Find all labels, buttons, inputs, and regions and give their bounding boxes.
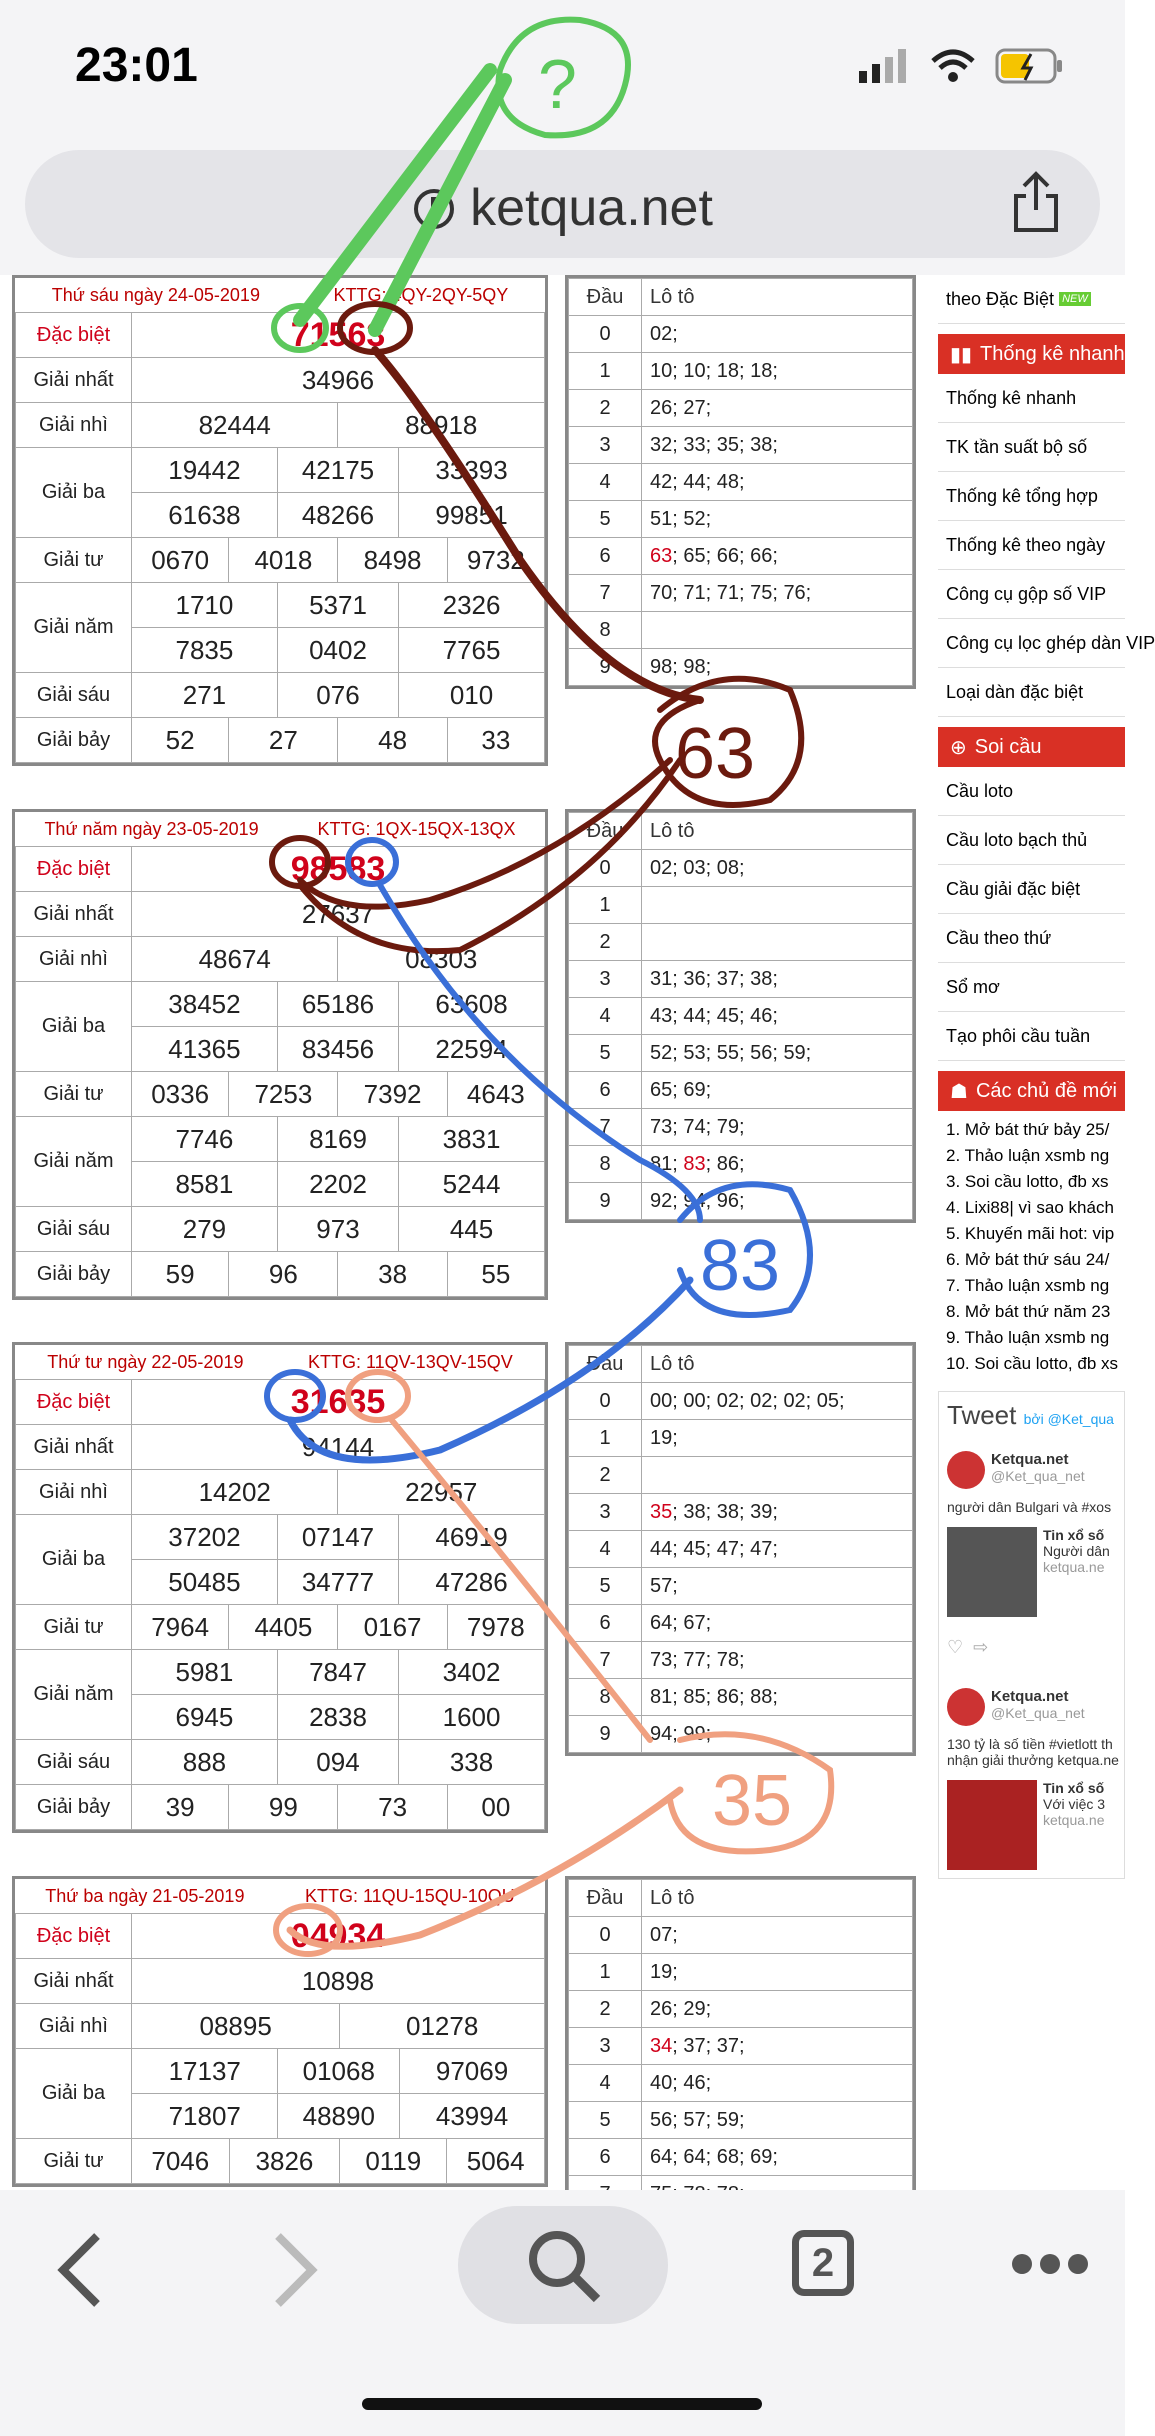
loto-head-digit: 6	[569, 1072, 642, 1109]
prize-value: 7835	[132, 628, 278, 673]
prize-value: 39	[132, 1785, 229, 1830]
prize-label: Giải sáu	[16, 1740, 132, 1785]
prize-value: 38452	[132, 982, 278, 1027]
result-date[interactable]: Thứ ba ngày 21-05-2019	[45, 1885, 245, 1906]
loto-values: 44; 45; 47; 47;	[642, 1531, 913, 1568]
loto-head-digit: 3	[569, 427, 642, 464]
like-icon[interactable]: ♡	[947, 1637, 964, 1657]
prize-value: 37202	[132, 1515, 278, 1560]
tweet-title: Tweet	[947, 1400, 1017, 1430]
result-kttg: KTTG: 4QY-2QY-5QY	[333, 284, 509, 305]
prize-value: 42175	[277, 448, 398, 493]
blue-line-83	[380, 885, 700, 1220]
prize-value: 3402	[399, 1650, 545, 1695]
forward-icon[interactable]	[270, 2230, 320, 2310]
loto-values: 35; 38; 38; 39;	[642, 1494, 913, 1531]
annotation-83: 83	[700, 1226, 781, 1306]
annotation-63: 63	[675, 714, 756, 794]
prize-value: 7746	[132, 1117, 278, 1162]
sidebar-link[interactable]: Cầu loto bạch thủ	[938, 816, 1125, 865]
prize-label: Giải năm	[16, 1117, 132, 1207]
loto-values: 81; 83; 86;	[642, 1146, 913, 1183]
prize-value: 5981	[132, 1650, 278, 1695]
prize-label: Giải nhất	[16, 358, 132, 403]
loto-head-digit: 4	[569, 464, 642, 501]
prize-value: 0670	[132, 538, 229, 583]
sidebar-link[interactable]: Công cụ lọc ghép dàn VIP	[938, 619, 1125, 668]
loto-values: 57;	[642, 1568, 913, 1605]
sidebar-link[interactable]: Thống kê tổng hợp	[938, 472, 1125, 521]
sidebar-link[interactable]: 6. Mở bát thứ sáu 24/	[946, 1250, 1110, 1269]
loto-head-digit: 2	[569, 924, 642, 961]
prize-value: 1710	[132, 583, 278, 628]
loto-values: 02;	[642, 316, 913, 353]
prize-value: 2326	[399, 583, 545, 628]
prize-value: 1600	[399, 1695, 545, 1740]
result-date[interactable]: Thứ năm ngày 23-05-2019	[44, 818, 259, 839]
sidebar-link[interactable]: Thống kê theo ngày	[938, 521, 1125, 570]
prize-value: 08303	[338, 937, 545, 982]
sidebar-link[interactable]: 8. Mở bát thứ năm 23	[946, 1302, 1111, 1321]
loto-values: 63; 65; 66; 66;	[642, 538, 913, 575]
prize-value: 7765	[399, 628, 545, 673]
tweet-account[interactable]: Ketqua.net	[991, 1451, 1069, 1468]
prize-value: 04934	[132, 1914, 545, 1959]
prize-value: 61638	[132, 493, 278, 538]
sidebar-link[interactable]: 7. Thảo luận xsmb ng	[946, 1276, 1110, 1295]
loto-head-loto: Lô tô	[642, 813, 913, 850]
tabs-button[interactable]: 2	[792, 2230, 854, 2296]
loto-head-digit: 3	[569, 1494, 642, 1531]
loto-head-digit: 0	[569, 316, 642, 353]
prize-value: 7392	[338, 1072, 447, 1117]
wifi-icon	[931, 49, 975, 83]
loto-values: 00; 00; 02; 02; 02; 05;	[642, 1383, 913, 1420]
prize-value: 52	[132, 718, 229, 763]
prize-value: 31635	[132, 1380, 545, 1425]
prize-value: 8581	[132, 1162, 278, 1207]
salmon-circle-04	[276, 1906, 340, 1954]
prize-value: 22594	[399, 1027, 545, 1072]
loto-head-digit: 7	[569, 575, 642, 612]
prize-value: 98583	[132, 847, 545, 892]
loto-head-digit: 7	[569, 1642, 642, 1679]
tweet-card-link: ketqua.ne	[1043, 1559, 1105, 1575]
result-kttg: KTTG: 11QV-13QV-15QV	[307, 1351, 513, 1372]
annotation-question: ?	[538, 45, 577, 123]
prize-value: 2202	[277, 1162, 398, 1207]
special-loto: 35	[650, 1500, 673, 1523]
special-loto: 63	[650, 544, 673, 567]
blue-circle-31	[267, 1372, 323, 1420]
prize-value: 10898	[132, 1959, 545, 2004]
prize-value: 7253	[229, 1072, 338, 1117]
loto-head-dau: Đầu	[569, 1880, 642, 1917]
prize-value: 010	[399, 673, 545, 718]
loto-values: 73; 74; 79;	[642, 1109, 913, 1146]
prize-value: 94144	[132, 1425, 545, 1470]
sidebar-link[interactable]: Cầu theo thứ	[938, 914, 1125, 963]
loto-head-digit: 8	[569, 612, 642, 649]
prize-label: Giải nhất	[16, 1959, 132, 2004]
users-icon: ☗	[950, 1080, 968, 1103]
loto-head-digit: 0	[569, 1917, 642, 1954]
prize-value: 8498	[338, 538, 447, 583]
sidebar-link[interactable]: TK tần suất bộ số	[938, 423, 1125, 472]
brown-line-63	[375, 350, 700, 700]
loto-values: 40; 46;	[642, 2065, 913, 2102]
prize-value: 5371	[277, 583, 398, 628]
salmon-circle-35	[348, 1372, 408, 1420]
loto-values: 19;	[642, 1954, 913, 1991]
loto-head-dau: Đầu	[569, 1346, 642, 1383]
loto-head-digit: 1	[569, 1420, 642, 1457]
loto-values: 26; 29;	[642, 1991, 913, 2028]
prize-label: Đặc biệt	[16, 847, 132, 892]
prize-label: Giải nhì	[16, 2004, 132, 2049]
loto-head-digit: 8	[569, 1146, 642, 1183]
loto-head-digit: 5	[569, 501, 642, 538]
tweet-account[interactable]: Ketqua.net	[991, 1688, 1069, 1705]
loto-head-digit: 8	[569, 1679, 642, 1716]
loto-head-digit: 4	[569, 998, 642, 1035]
sidebar-link[interactable]: Cầu loto	[938, 767, 1125, 816]
loto-head-digit: 6	[569, 1605, 642, 1642]
loto-values: 70; 71; 71; 75; 76;	[642, 575, 913, 612]
soi-cau-header-label: Soi cầu	[974, 735, 1042, 758]
prize-value: 445	[399, 1207, 545, 1252]
prize-label: Giải năm	[16, 1650, 132, 1740]
prize-value: 33393	[399, 448, 545, 493]
loto-head-digit: 5	[569, 2102, 642, 2139]
prize-label: Giải ba	[16, 1515, 132, 1605]
loto-values: 02; 03; 08;	[642, 850, 913, 887]
prize-value: 38	[338, 1252, 447, 1297]
prize-value: 34966	[132, 358, 545, 403]
prize-value: 47286	[399, 1560, 545, 1605]
prize-value: 48890	[278, 2094, 400, 2139]
tweet-text: nhận giải thưởng ketqua.ne	[947, 1752, 1119, 1768]
prize-label: Giải tư	[16, 1072, 132, 1117]
prize-value: 73	[338, 1785, 447, 1830]
prize-value: 14202	[132, 1470, 338, 1515]
prize-value: 88918	[338, 403, 545, 448]
loto-values: 94; 99;	[642, 1716, 913, 1753]
loto-head-digit: 9	[569, 649, 642, 686]
prize-value: 48266	[277, 493, 398, 538]
prize-value: 7046	[132, 2139, 230, 2184]
result-date[interactable]: Thứ sáu ngày 24-05-2019	[51, 284, 260, 305]
tweet-card-title: Tin xổ số	[1043, 1527, 1105, 1543]
prize-value: 48674	[132, 937, 338, 982]
sidebar-link[interactable]: 5. Khuyến mãi hot: vip	[946, 1224, 1115, 1243]
prize-value: 5064	[447, 2139, 545, 2184]
loto-head-digit: 5	[569, 1568, 642, 1605]
prize-value: 0402	[277, 628, 398, 673]
result-date[interactable]: Thứ tư ngày 22-05-2019	[47, 1351, 244, 1372]
loto-head-digit: 9	[569, 1716, 642, 1753]
prize-value: 00	[447, 1785, 544, 1830]
prize-value: 8169	[277, 1117, 398, 1162]
prize-value: 96	[229, 1252, 338, 1297]
prize-value: 6945	[132, 1695, 278, 1740]
prize-value: 08895	[132, 2004, 340, 2049]
prize-value: 22957	[338, 1470, 545, 1515]
loto-head-loto: Lô tô	[642, 1346, 913, 1383]
prize-value: 5244	[399, 1162, 545, 1207]
loto-head-digit: 7	[569, 1109, 642, 1146]
blue-connector	[290, 1280, 690, 1460]
tweet-card-link: ketqua.ne	[1043, 1812, 1105, 1828]
loto-values: 98; 98;	[642, 649, 913, 686]
search-icon	[523, 2225, 603, 2305]
tweet-handle: @Ket_qua_net	[991, 1468, 1085, 1484]
browser-header	[0, 140, 1125, 275]
prize-value: 43994	[400, 2094, 545, 2139]
sidebar-link[interactable]: Tạo phôi cầu tuần	[938, 1012, 1125, 1061]
loto-values: 92; 94; 96;	[642, 1183, 913, 1220]
prize-label: Đặc biệt	[16, 1380, 132, 1425]
prize-value: 076	[277, 673, 398, 718]
loto-values: 42; 44; 48;	[642, 464, 913, 501]
blue-circle-83	[348, 840, 396, 884]
prize-label: Giải bảy	[16, 718, 132, 763]
prize-label: Giải tư	[16, 1605, 132, 1650]
search-button[interactable]	[458, 2206, 668, 2324]
sidebar-link[interactable]: 2. Thảo luận xsmb ng	[946, 1146, 1110, 1165]
prize-label: Giải bảy	[16, 1785, 132, 1830]
loto-values: 64; 64; 68; 69;	[642, 2139, 913, 2176]
loto-head-digit: 1	[569, 353, 642, 390]
prize-label: Giải ba	[16, 982, 132, 1072]
loto-head-digit: 0	[569, 1383, 642, 1420]
prize-label: Giải bảy	[16, 1252, 132, 1297]
loto-values: 64; 67;	[642, 1605, 913, 1642]
sidebar-link[interactable]: Cầu giải đặc biệt	[938, 865, 1125, 914]
prize-label: Giải ba	[16, 2049, 132, 2139]
sidebar-item-label: theo Đặc Biệt	[946, 288, 1055, 309]
prize-value: 71807	[132, 2094, 278, 2139]
loto-head-dau: Đầu	[569, 813, 642, 850]
prize-value: 271	[132, 673, 278, 718]
prize-value: 71563	[132, 313, 545, 358]
prize-label: Giải sáu	[16, 673, 132, 718]
prize-value: 50485	[132, 1560, 278, 1605]
share-tweet-icon[interactable]: ⇨	[973, 1637, 989, 1657]
loto-head-digit: 5	[569, 1035, 642, 1072]
prize-value: 99851	[399, 493, 545, 538]
loto-head-digit: 2	[569, 1991, 642, 2028]
prize-label: Đặc biệt	[16, 313, 132, 358]
loto-values: 34; 37; 37;	[642, 2028, 913, 2065]
tweet-by[interactable]: bởi @Ket_qua	[1023, 1411, 1114, 1427]
prize-value: 82444	[132, 403, 338, 448]
new-badge: NEW	[1059, 292, 1091, 306]
chart-icon: ▮▮	[950, 343, 973, 366]
prize-value: 46919	[399, 1515, 545, 1560]
prize-value: 0119	[340, 2139, 447, 2184]
prize-value: 01278	[340, 2004, 545, 2049]
prize-label: Giải năm	[16, 583, 132, 673]
loto-head-digit: 0	[569, 850, 642, 887]
loto-head-digit: 2	[569, 390, 642, 427]
prize-value: 27	[229, 718, 338, 763]
topics-header-label: Các chủ đề mới	[975, 1079, 1117, 1102]
loto-head-digit: 2	[569, 1457, 642, 1494]
tweet-handle: @Ket_qua_net	[991, 1705, 1085, 1721]
prize-value: 4405	[229, 1605, 338, 1650]
prize-value: 01068	[278, 2049, 400, 2094]
loto-head-dau: Đầu	[569, 279, 642, 316]
prize-value: 7964	[132, 1605, 229, 1650]
system-icons	[859, 48, 1065, 84]
prize-value: 63608	[399, 982, 545, 1027]
prize-label: Giải tư	[16, 2139, 132, 2184]
sidebar-link[interactable]: 4. Lixi88| vì sao khách	[946, 1198, 1114, 1217]
prize-value: 19442	[132, 448, 278, 493]
prize-value: 338	[399, 1740, 545, 1785]
annotation-35: 35	[712, 1761, 793, 1841]
sidebar-link[interactable]: Công cụ gộp số VIP	[938, 570, 1125, 619]
prize-label: Đặc biệt	[16, 1914, 132, 1959]
prize-label: Giải nhì	[16, 1470, 132, 1515]
loto-head-digit: 3	[569, 961, 642, 998]
prize-value: 7978	[447, 1605, 544, 1650]
address-bar[interactable]	[25, 150, 1100, 258]
prize-value: 9732	[447, 538, 544, 583]
prize-value: 17137	[132, 2049, 278, 2094]
result-kttg: KTTG: 1QX-15QX-13QX	[317, 818, 516, 839]
sidebar-link[interactable]: 1. Mở bát thứ bảy 25/	[946, 1120, 1110, 1139]
tweet-card-text: Với việc 3	[1043, 1796, 1106, 1812]
prize-label: Giải sáu	[16, 1207, 132, 1252]
url-text[interactable]	[25, 178, 1100, 238]
loto-head-digit: 9	[569, 1183, 642, 1220]
loto-values: 73; 77; 78;	[642, 1642, 913, 1679]
loto-head-digit: 6	[569, 538, 642, 575]
loto-values: 10; 10; 18; 18;	[642, 353, 913, 390]
prize-value: 65186	[277, 982, 398, 1027]
prize-value: 34777	[277, 1560, 398, 1605]
back-icon[interactable]	[55, 2230, 105, 2310]
prize-value: 3831	[399, 1117, 545, 1162]
loto-values: 31; 36; 37; 38;	[642, 961, 913, 998]
prize-value: 83456	[277, 1027, 398, 1072]
prize-value: 279	[132, 1207, 278, 1252]
result-kttg: KTTG: 11QU-15QU-10QU	[305, 1885, 515, 1906]
loto-head-digit: 1	[569, 1954, 642, 1991]
prize-value: 4643	[447, 1072, 544, 1117]
prize-value: 3826	[229, 2139, 340, 2184]
prize-label: Giải nhì	[16, 937, 132, 982]
prize-label: Giải nhất	[16, 1425, 132, 1470]
prize-value: 973	[277, 1207, 398, 1252]
loto-values: 65; 69;	[642, 1072, 913, 1109]
prize-label: Giải ba	[16, 448, 132, 538]
sidebar-link[interactable]: Loại dàn đặc biệt	[938, 668, 1125, 717]
sidebar-link[interactable]: 10. Soi cầu lotto, đb xs	[946, 1354, 1118, 1373]
prize-value: 33	[447, 718, 544, 763]
loto-values: 07;	[642, 1917, 913, 1954]
loto-head-loto: Lô tô	[642, 1880, 913, 1917]
loto-head-digit: 1	[569, 887, 642, 924]
loto-head-digit: 3	[569, 2028, 642, 2065]
loto-values: 51; 52;	[642, 501, 913, 538]
sidebar-link[interactable]: 3. Soi cầu lotto, đb xs	[946, 1172, 1109, 1191]
prize-label: Giải tư	[16, 538, 132, 583]
prize-value: 55	[447, 1252, 544, 1297]
prize-label: Giải nhất	[16, 892, 132, 937]
prize-value: 888	[132, 1740, 278, 1785]
loto-values: 26; 27;	[642, 390, 913, 427]
clock: 23:01	[75, 39, 198, 92]
loto-values: 32; 33; 35; 38;	[642, 427, 913, 464]
share-icon[interactable]	[1012, 170, 1060, 234]
loto-values: 19;	[642, 1420, 913, 1457]
signal-icon	[859, 49, 911, 83]
tweet-text: 130 tỷ là số tiền #vietlott th	[947, 1736, 1113, 1752]
home-indicator	[362, 2398, 762, 2410]
url-label: ketqua.net	[470, 179, 713, 237]
stats-header-label: Thống kê nhanh	[980, 342, 1125, 365]
salmon-connector	[290, 1790, 680, 1946]
battery-icon	[995, 48, 1065, 84]
prize-value: 094	[277, 1740, 398, 1785]
search-icon: ⊕	[950, 736, 967, 759]
brown-connector	[300, 760, 680, 951]
prize-value: 2838	[277, 1695, 398, 1740]
salmon-line-35	[390, 1418, 650, 1740]
tweet-card-text: Người dân	[1043, 1543, 1110, 1559]
tweet-card-title: Tin xổ số	[1043, 1780, 1105, 1796]
loto-values: 52; 53; 55; 56; 59;	[642, 1035, 913, 1072]
prize-value: 27637	[132, 892, 545, 937]
prize-value: 07147	[277, 1515, 398, 1560]
more-icon[interactable]	[1010, 2252, 1090, 2276]
loto-head-digit: 4	[569, 1531, 642, 1568]
tweet-text: người dân Bulgari và #xos	[947, 1499, 1112, 1515]
loto-values: 81; 85; 86; 88;	[642, 1679, 913, 1716]
prize-value: 99	[229, 1785, 338, 1830]
prize-value: 48	[338, 718, 447, 763]
prize-value: 97069	[400, 2049, 545, 2094]
special-loto: 34	[650, 2034, 673, 2057]
loto-head-digit: 6	[569, 2139, 642, 2176]
loto-head-digit: 4	[569, 2065, 642, 2102]
prize-value: 4018	[229, 538, 338, 583]
loto-head-loto: Lô tô	[642, 279, 913, 316]
prize-label: Giải nhì	[16, 403, 132, 448]
prize-value: 7847	[277, 1650, 398, 1695]
sidebar-link[interactable]: 9. Thảo luận xsmb ng	[946, 1328, 1110, 1347]
sidebar-link[interactable]: Thống kê nhanh	[938, 374, 1125, 423]
loto-values: 56; 57; 59;	[642, 2102, 913, 2139]
special-loto: 83	[683, 1152, 706, 1175]
sidebar-link[interactable]: Sổ mơ	[938, 963, 1125, 1012]
prize-value: 41365	[132, 1027, 278, 1072]
loto-values: 43; 44; 45; 46;	[642, 998, 913, 1035]
prize-value: 59	[132, 1252, 229, 1297]
prize-value: 0167	[338, 1605, 447, 1650]
prize-value: 0336	[132, 1072, 229, 1117]
